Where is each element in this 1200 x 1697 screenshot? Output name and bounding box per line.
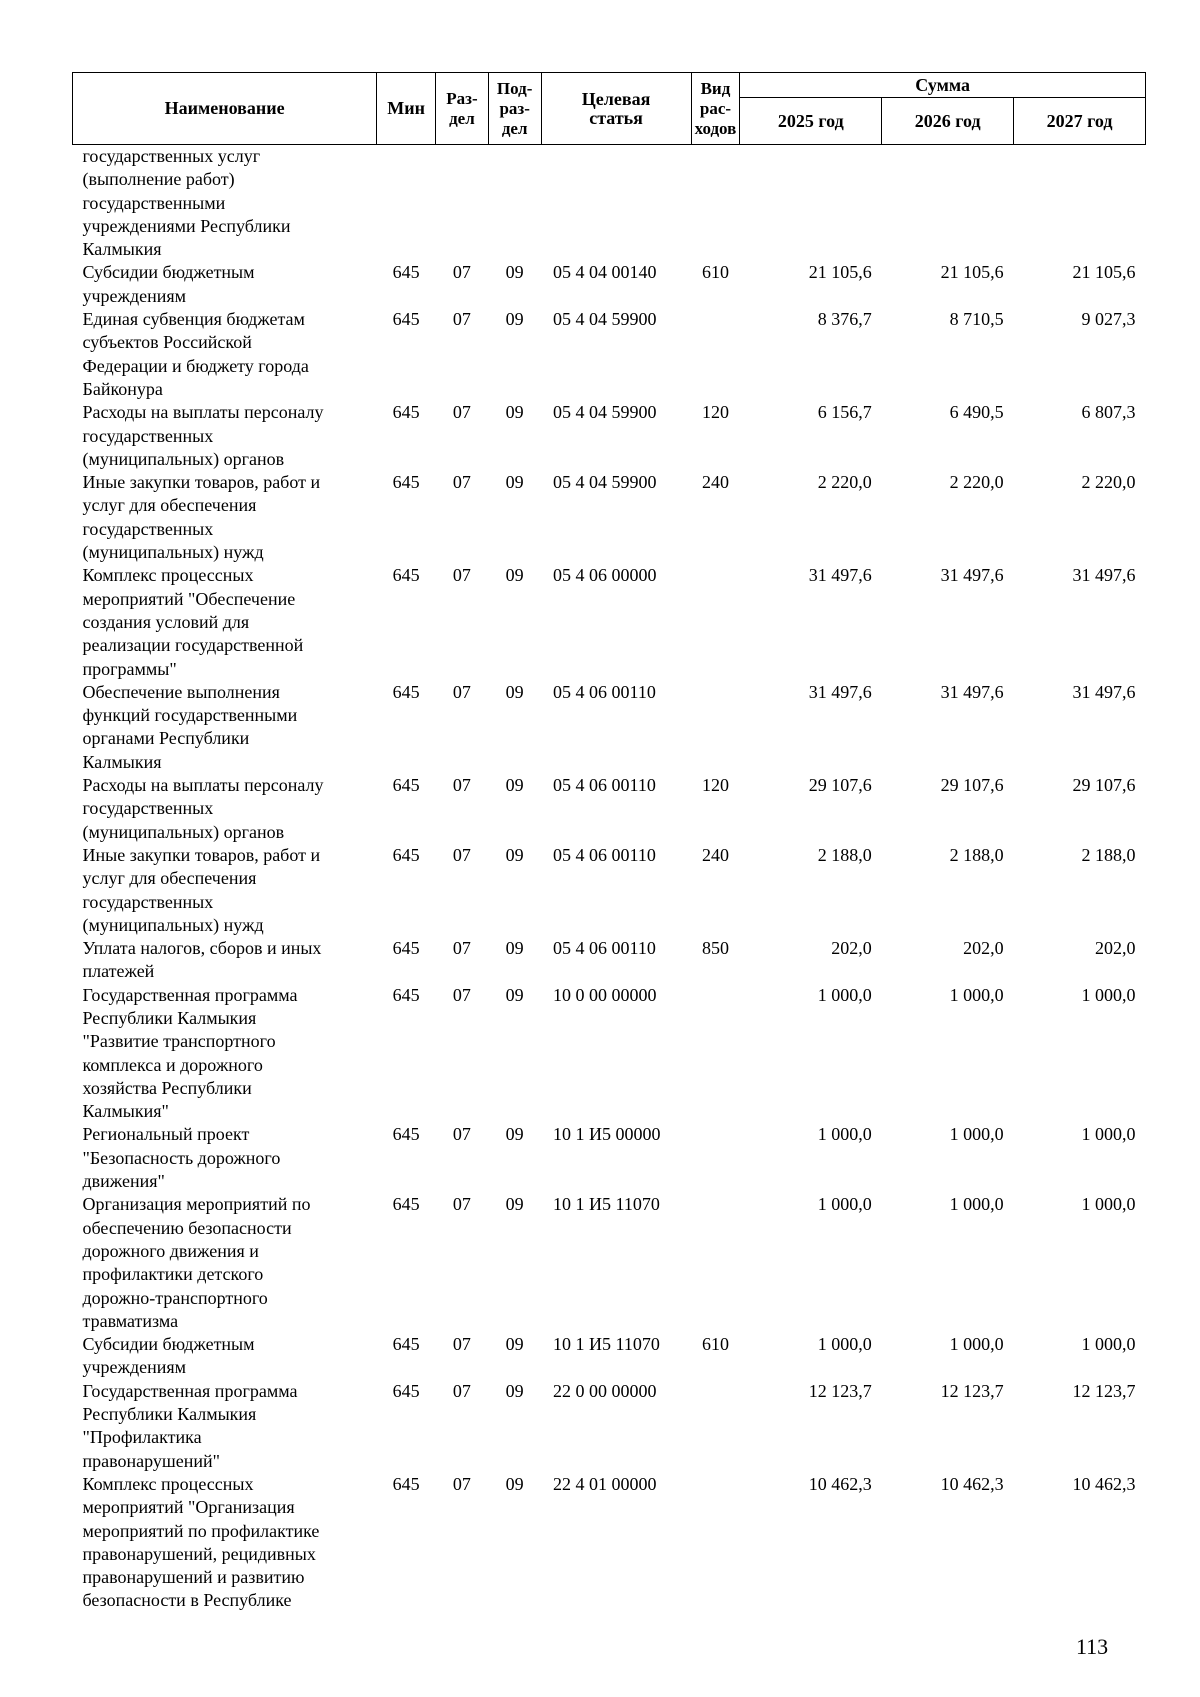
cell-razdel: 07 <box>452 1194 471 1215</box>
header-min: Мин <box>377 73 436 145</box>
cell-2025: 6 156,7 <box>817 402 872 423</box>
cell-2027: 10 462,3 <box>1072 1473 1136 1494</box>
cell-name: государственных услуг (выполнение работ) государственными учреждениями Республики Калмыкия <box>82 146 291 260</box>
cell-2026: 6 490,5 <box>949 402 1004 423</box>
cell-podrazdel: 09 <box>505 1124 524 1145</box>
cell-target: 05 4 04 59900 <box>553 402 657 423</box>
cell-2025: 8 376,7 <box>817 309 872 330</box>
cell-2027: 9 027,3 <box>1081 309 1136 330</box>
cell-min: 645 <box>392 262 420 283</box>
cell-2025: 29 107,6 <box>808 775 872 796</box>
cell-razdel: 07 <box>452 262 471 283</box>
table-row <box>73 844 1146 937</box>
table-row <box>73 1193 1146 1333</box>
cell-podrazdel: 09 <box>505 565 524 586</box>
header-year-2027: 2027 год <box>1014 98 1146 145</box>
header-sum: Сумма <box>740 73 1146 98</box>
table-row <box>73 984 1146 1124</box>
cell-2025: 31 497,6 <box>808 565 872 586</box>
cell-target: 22 4 01 00000 <box>553 1473 657 1494</box>
cell-min: 645 <box>392 984 420 1005</box>
cell-name: Субсидии бюджетным учреждениям <box>82 262 255 306</box>
cell-2025: 1 000,0 <box>817 1124 872 1145</box>
budget-table <box>72 72 1146 1613</box>
cell-podrazdel: 09 <box>505 1194 524 1215</box>
cell-2027: 12 123,7 <box>1072 1380 1136 1401</box>
cell-podrazdel: 09 <box>505 1334 524 1355</box>
cell-min: 645 <box>392 565 420 586</box>
cell-2027: 2 188,0 <box>1081 844 1136 865</box>
cell-razdel: 07 <box>452 1380 471 1401</box>
cell-name: Государственная программа Республики Калмыкия "Развитие транспортного комплекса и дорожного хозяйства Республики Калмыкия" <box>82 984 298 1122</box>
header-razdel: Раз- дел <box>436 73 489 145</box>
cell-min: 645 <box>392 1473 420 1494</box>
cell-razdel: 07 <box>452 844 471 865</box>
table-row <box>73 564 1146 680</box>
cell-2027: 1 000,0 <box>1081 1124 1136 1145</box>
cell-vid: 240 <box>701 844 729 865</box>
cell-2026: 2 188,0 <box>949 844 1004 865</box>
cell-2025: 1 000,0 <box>817 1334 872 1355</box>
cell-vid: 120 <box>701 775 729 796</box>
cell-2025: 1 000,0 <box>817 1194 872 1215</box>
cell-podrazdel: 09 <box>505 309 524 330</box>
cell-2027: 1 000,0 <box>1081 1194 1136 1215</box>
cell-target: 05 4 04 59900 <box>553 472 657 493</box>
cell-vid <box>691 1380 740 1473</box>
cell-target: 10 0 00 00000 <box>553 984 657 1005</box>
cell-2026: 29 107,6 <box>940 775 1004 796</box>
cell-min: 645 <box>392 938 420 959</box>
cell-2025: 21 105,6 <box>808 262 872 283</box>
cell-target: 05 4 06 00110 <box>553 844 656 865</box>
cell-vid: 610 <box>701 262 729 283</box>
header-target: Целевая статья <box>541 73 691 145</box>
cell-target: 10 1 И5 11070 <box>553 1194 660 1215</box>
cell-2026: 1 000,0 <box>949 1194 1004 1215</box>
cell-podrazdel: 09 <box>505 844 524 865</box>
cell-name: Иные закупки товаров, работ и услуг для обеспечения государственных (муниципальных) нужд <box>82 844 321 935</box>
cell-min: 645 <box>392 402 420 423</box>
cell-vid <box>691 308 740 401</box>
cell-2026 <box>882 145 1014 262</box>
cell-vid: 850 <box>701 938 729 959</box>
cell-2027: 21 105,6 <box>1072 262 1136 283</box>
cell-2026: 31 497,6 <box>940 565 1004 586</box>
cell-vid <box>691 145 740 262</box>
table-row <box>73 774 1146 844</box>
cell-razdel: 07 <box>452 775 471 796</box>
cell-2027: 29 107,6 <box>1072 775 1136 796</box>
table-row <box>73 401 1146 471</box>
cell-name: Государственная программа Республики Калмыкия "Профилактика правонарушений" <box>82 1380 298 1471</box>
cell-vid: 120 <box>701 402 729 423</box>
cell-vid <box>691 564 740 680</box>
cell-2027: 1 000,0 <box>1081 984 1136 1005</box>
cell-target: 05 4 06 00000 <box>553 565 657 586</box>
cell-podrazdel <box>488 145 541 262</box>
budget-table-container <box>72 72 1146 1613</box>
cell-razdel: 07 <box>452 472 471 493</box>
cell-podrazdel: 09 <box>505 402 524 423</box>
cell-razdel: 07 <box>452 1334 471 1355</box>
table-row <box>73 681 1146 774</box>
cell-target: 05 4 04 00140 <box>553 262 657 283</box>
table-row <box>73 1333 1146 1380</box>
cell-2026: 31 497,6 <box>940 681 1004 702</box>
cell-podrazdel: 09 <box>505 1473 524 1494</box>
cell-2026: 21 105,6 <box>940 262 1004 283</box>
cell-target: 05 4 06 00110 <box>553 775 656 796</box>
cell-vid: 610 <box>701 1334 729 1355</box>
cell-vid <box>691 984 740 1124</box>
cell-name: Комплекс процессных мероприятий "Организация мероприятий по профилактике правонарушений, рецидивных правонарушений и развитию безопасности в Республике <box>82 1473 320 1611</box>
cell-name: Организация мероприятий по обеспечению безопасности дорожного движения и профилактики детского дорожно-транспортного травматизма <box>82 1194 311 1331</box>
cell-podrazdel: 09 <box>505 262 524 283</box>
cell-podrazdel: 09 <box>505 938 524 959</box>
cell-podrazdel: 09 <box>505 1380 524 1401</box>
header-vid: Вид рас- ходов <box>691 73 740 145</box>
cell-2025: 10 462,3 <box>808 1473 872 1494</box>
cell-name: Иные закупки товаров, работ и услуг для обеспечения государственных (муниципальных) нужд <box>82 472 321 563</box>
cell-name: Уплата налогов, сборов и иных платежей <box>82 938 322 982</box>
cell-name: Субсидии бюджетным учреждениям <box>82 1334 255 1378</box>
cell-target <box>541 145 691 262</box>
cell-name: Расходы на выплаты персоналу государственных (муниципальных) органов <box>82 402 324 469</box>
cell-2026: 12 123,7 <box>940 1380 1004 1401</box>
cell-razdel: 07 <box>452 938 471 959</box>
table-row <box>73 261 1146 308</box>
cell-razdel: 07 <box>452 565 471 586</box>
cell-podrazdel: 09 <box>505 472 524 493</box>
table-row <box>73 1473 1146 1613</box>
cell-2027: 2 220,0 <box>1081 472 1136 493</box>
cell-razdel: 07 <box>452 984 471 1005</box>
table-header <box>73 73 1146 145</box>
cell-podrazdel: 09 <box>505 984 524 1005</box>
cell-vid <box>691 1123 740 1193</box>
cell-2027: 31 497,6 <box>1072 565 1136 586</box>
cell-podrazdel: 09 <box>505 681 524 702</box>
cell-2027: 202,0 <box>1095 938 1136 959</box>
cell-min: 645 <box>392 681 420 702</box>
cell-min: 645 <box>392 1124 420 1145</box>
cell-razdel <box>436 145 489 262</box>
cell-vid <box>691 1473 740 1613</box>
cell-min: 645 <box>392 844 420 865</box>
cell-min: 645 <box>392 309 420 330</box>
table-row <box>73 145 1146 262</box>
cell-razdel: 07 <box>452 681 471 702</box>
cell-2025: 31 497,6 <box>808 681 872 702</box>
header-year-2026: 2026 год <box>882 98 1014 145</box>
table-row <box>73 1123 1146 1193</box>
cell-vid <box>691 681 740 774</box>
cell-min: 645 <box>392 775 420 796</box>
cell-name: Комплекс процессных мероприятий "Обеспечение создания условий для реализации государственной программы" <box>82 565 304 679</box>
cell-name: Региональный проект "Безопасность дорожного движения" <box>82 1124 281 1192</box>
table-row <box>73 471 1146 564</box>
cell-2026: 1 000,0 <box>949 1124 1004 1145</box>
cell-2025: 2 220,0 <box>817 472 872 493</box>
cell-vid <box>691 1193 740 1333</box>
cell-vid: 240 <box>701 472 729 493</box>
cell-2026: 202,0 <box>963 938 1004 959</box>
cell-2026: 1 000,0 <box>949 984 1004 1005</box>
cell-min: 645 <box>392 1194 420 1215</box>
cell-min: 645 <box>392 1334 420 1355</box>
cell-razdel: 07 <box>452 309 471 330</box>
header-year-2025: 2025 год <box>740 98 882 145</box>
cell-target: 05 4 06 00110 <box>553 938 656 959</box>
cell-podrazdel: 09 <box>505 775 524 796</box>
cell-target: 05 4 06 00110 <box>553 681 656 702</box>
cell-2025: 202,0 <box>831 938 872 959</box>
cell-2026: 1 000,0 <box>949 1334 1004 1355</box>
table-row <box>73 937 1146 984</box>
cell-2026: 2 220,0 <box>949 472 1004 493</box>
table-row <box>73 1380 1146 1473</box>
cell-min <box>377 145 436 262</box>
cell-2025: 12 123,7 <box>808 1380 872 1401</box>
cell-razdel: 07 <box>452 1124 471 1145</box>
table-row <box>73 308 1146 401</box>
cell-razdel: 07 <box>452 402 471 423</box>
header-name: Наименование <box>73 73 377 145</box>
cell-2027 <box>1014 145 1146 262</box>
cell-target: 10 1 И5 00000 <box>553 1124 661 1145</box>
cell-name: Единая субвенция бюджетам субъектов Российской Федерации и бюджету города Байконура <box>82 309 309 399</box>
cell-name: Расходы на выплаты персоналу государственных (муниципальных) органов <box>82 775 324 842</box>
header-podrazdel: Под- раз- дел <box>488 73 541 145</box>
cell-min: 645 <box>392 472 420 493</box>
cell-target: 05 4 04 59900 <box>553 309 657 330</box>
cell-target: 10 1 И5 11070 <box>553 1334 660 1355</box>
cell-2026: 8 710,5 <box>949 309 1004 330</box>
cell-2027: 31 497,6 <box>1072 681 1136 702</box>
cell-name: Обеспечение выполнения функций государственными органами Республики Калмыкия <box>82 681 298 772</box>
cell-2025: 2 188,0 <box>817 844 872 865</box>
page-number: 113 <box>1076 1634 1109 1659</box>
table-body <box>73 145 1146 1613</box>
cell-target: 22 0 00 00000 <box>553 1380 657 1401</box>
cell-min: 645 <box>392 1380 420 1401</box>
cell-2025 <box>740 145 882 262</box>
cell-2027: 6 807,3 <box>1081 402 1136 423</box>
cell-razdel: 07 <box>452 1473 471 1494</box>
cell-2027: 1 000,0 <box>1081 1334 1136 1355</box>
cell-2025: 1 000,0 <box>817 984 872 1005</box>
cell-2026: 10 462,3 <box>940 1473 1004 1494</box>
